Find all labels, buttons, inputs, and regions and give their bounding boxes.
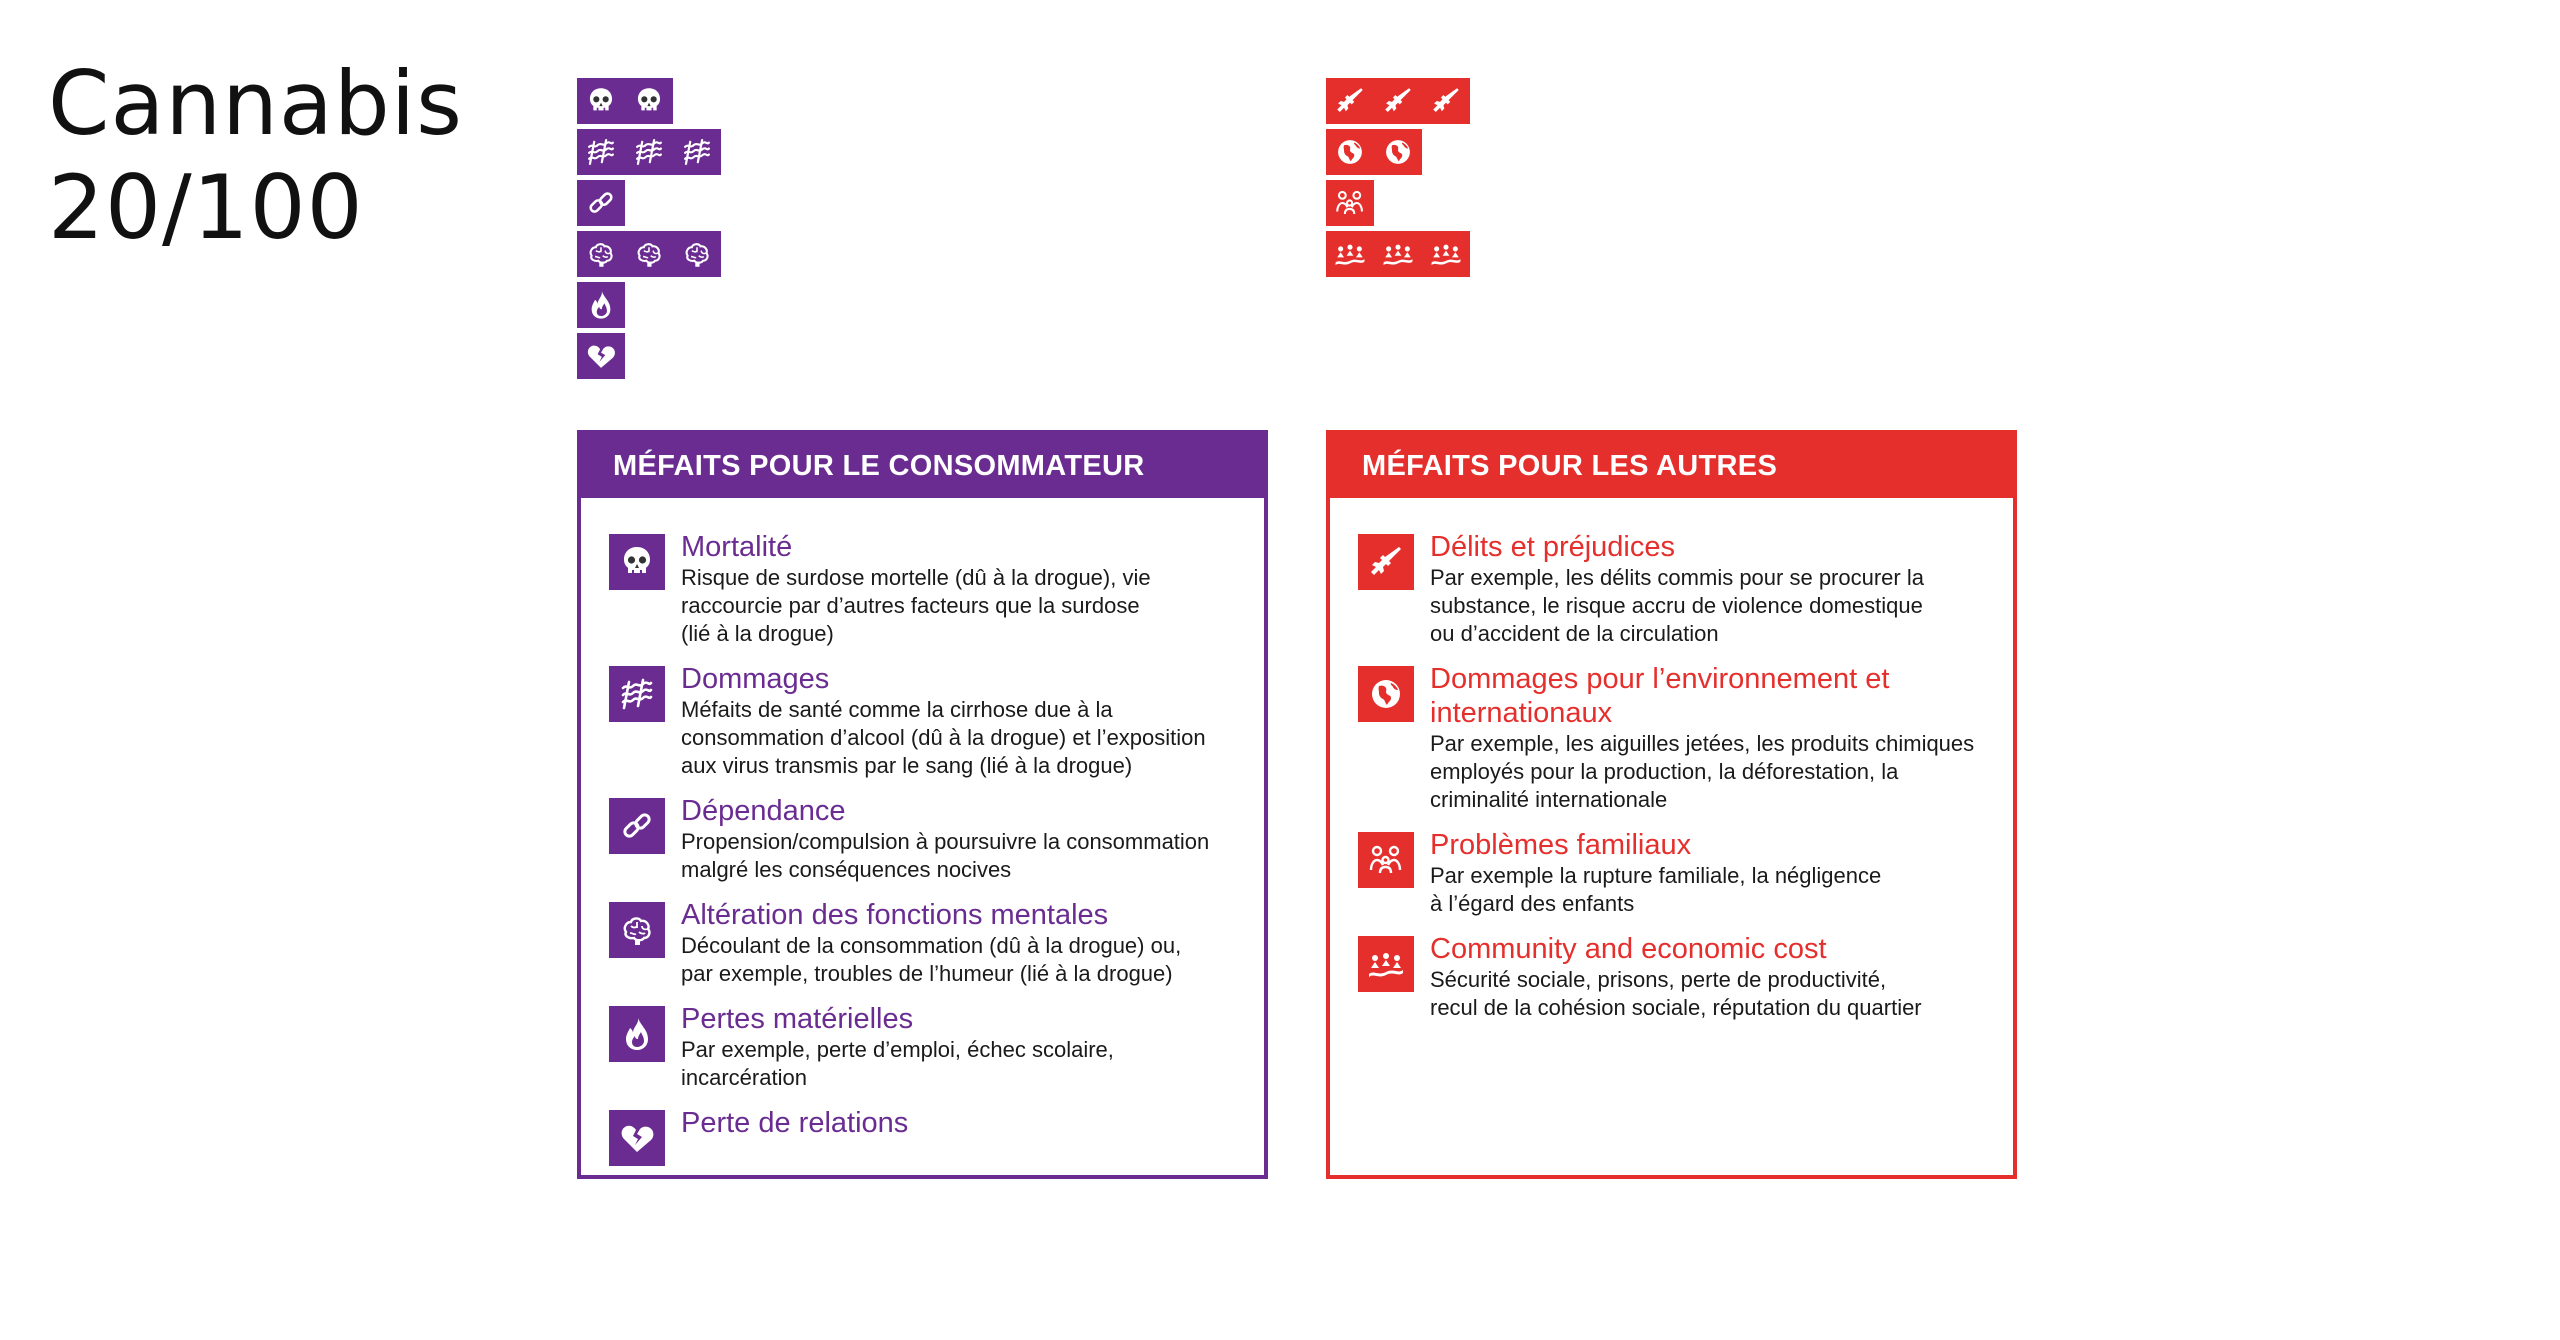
harm-item-description-line: Découlant de la consommation (dû à la drogue) ou, — [681, 933, 1182, 958]
others-harm-icon-rows — [1326, 78, 1470, 282]
damage-waves-icon — [673, 129, 721, 175]
harm-item — [609, 794, 1264, 884]
harm-item-description-line: Par exemple, perte d’emploi, échec scolaire, — [681, 1037, 1114, 1062]
rifle-icon-glyph — [1429, 84, 1463, 118]
user-harm-icon-rows — [577, 78, 721, 384]
harm-item — [609, 1002, 1264, 1092]
user-harm-icon-row — [577, 333, 721, 379]
damage-waves-icon — [625, 129, 673, 175]
harm-item-description-line: aux virus transmis par le sang (lié à la drogue) — [681, 753, 1133, 778]
community-icon — [1326, 231, 1374, 277]
fire-icon — [577, 282, 625, 328]
user-harm-icon-row — [577, 129, 721, 175]
broken-heart-icon — [577, 333, 625, 379]
community-icon-glyph — [1333, 237, 1367, 271]
chain-link-icon-glyph — [584, 186, 618, 220]
harm-item-description-line: Sécurité sociale, prisons, perte de productivité, — [1430, 967, 1887, 992]
chain-link-icon — [609, 798, 665, 854]
harm-item-description-line: recul de la cohésion sociale, réputation du quartier — [1430, 995, 1922, 1020]
damage-waves-icon-glyph — [680, 135, 714, 169]
skull-icon — [577, 78, 625, 124]
user-harm-panel — [577, 430, 1268, 1179]
harm-item — [609, 662, 1264, 780]
others-harm-panel-header: MÉFAITS POUR LES AUTRES — [1330, 434, 2013, 498]
brain-icon-glyph — [632, 237, 666, 271]
harm-item-description-line: Propension/compulsion à poursuivre la consommation — [681, 829, 1210, 854]
community-icon-glyph — [1429, 237, 1463, 271]
harm-item-description-line: Par exemple la rupture familiale, la négligence — [1430, 863, 1882, 888]
harm-item-text — [681, 794, 1264, 884]
harm-item-title: Dommages — [681, 663, 830, 695]
family-icon-glyph — [1366, 840, 1406, 880]
others-harm-icon-row — [1326, 231, 1470, 277]
others-harm-items — [1330, 498, 2013, 1022]
rifle-icon — [1358, 534, 1414, 590]
user-harm-icon-row — [577, 180, 721, 226]
brain-icon-glyph — [584, 237, 618, 271]
harm-item-title: Perte de relations — [681, 1107, 909, 1139]
brain-icon-glyph — [617, 910, 657, 950]
harm-item-text — [681, 1002, 1264, 1092]
harm-item-text — [1430, 932, 2013, 1022]
harm-item-description-line: consommation d’alcool (dû à la drogue) et l’exposition — [681, 725, 1206, 750]
harm-item-text — [1430, 530, 2013, 648]
chain-link-icon-glyph — [617, 806, 657, 846]
harm-item-title: Pertes matérielles — [681, 1003, 914, 1035]
rifle-icon-glyph — [1333, 84, 1367, 118]
harm-item-description-line: à l’égard des enfants — [1430, 891, 1635, 916]
skull-icon-glyph — [584, 84, 618, 118]
user-harm-panel-header: MÉFAITS POUR LE CONSOMMATEUR — [581, 434, 1264, 498]
rifle-icon-glyph — [1381, 84, 1415, 118]
community-icon-glyph — [1381, 237, 1415, 271]
harm-item — [1358, 932, 2013, 1022]
damage-waves-icon — [577, 129, 625, 175]
globe-icon — [1374, 129, 1422, 175]
others-harm-icon-row — [1326, 129, 1470, 175]
harm-score: 20/100 — [48, 156, 364, 259]
damage-waves-icon-glyph — [632, 135, 666, 169]
rifle-icon-glyph — [1366, 542, 1406, 582]
user-harm-icon-row — [577, 231, 721, 277]
brain-icon-glyph — [680, 237, 714, 271]
harm-item — [609, 1106, 1264, 1166]
harm-item-description-line: Par exemple, les délits commis pour se procurer la — [1430, 565, 1924, 590]
others-harm-panel — [1326, 430, 2017, 1179]
broken-heart-icon-glyph — [584, 339, 618, 373]
fire-icon-glyph — [584, 288, 618, 322]
community-icon — [1422, 231, 1470, 277]
harm-item-description-line: par exemple, troubles de l’humeur (lié à la drogue) — [681, 961, 1173, 986]
user-harm-icon-row — [577, 78, 721, 124]
harm-item-text — [1430, 662, 2013, 814]
harm-item-text — [681, 530, 1264, 648]
harm-item — [609, 530, 1264, 648]
fire-icon-glyph — [617, 1014, 657, 1054]
harm-item-title: Mortalité — [681, 531, 793, 563]
harm-item-description-line: incarcération — [681, 1065, 807, 1090]
user-harm-items — [581, 498, 1264, 1166]
harm-item-text — [681, 1106, 1264, 1140]
family-icon — [1326, 180, 1374, 226]
harm-item-description-line: employés pour la production, la déforestation, la — [1430, 759, 1899, 784]
damage-waves-icon-glyph — [584, 135, 618, 169]
harm-item-title: Community and economic cost — [1430, 933, 1827, 965]
brain-icon — [577, 231, 625, 277]
damage-waves-icon — [609, 666, 665, 722]
community-icon — [1374, 231, 1422, 277]
brain-icon — [673, 231, 721, 277]
community-icon-glyph — [1366, 944, 1406, 984]
chain-link-icon — [577, 180, 625, 226]
harm-item-description-line: Méfaits de santé comme la cirrhose due à la — [681, 697, 1113, 722]
harm-item-title: Dépendance — [681, 795, 846, 827]
rifle-icon — [1374, 78, 1422, 124]
skull-icon — [625, 78, 673, 124]
harm-item — [1358, 828, 2013, 918]
harm-item-description-line: Par exemple, les aiguilles jetées, les produits chimiques — [1430, 731, 1975, 756]
skull-icon-glyph — [617, 542, 657, 582]
drug-name: Cannabis — [48, 52, 463, 155]
harm-item-description-line: ou d’accident de la circulation — [1430, 621, 1719, 646]
harm-item — [609, 898, 1264, 988]
family-icon — [1358, 832, 1414, 888]
brain-icon — [609, 902, 665, 958]
globe-icon — [1358, 666, 1414, 722]
family-icon-glyph — [1333, 186, 1367, 220]
damage-waves-icon-glyph — [617, 674, 657, 714]
globe-icon-glyph — [1366, 674, 1406, 714]
globe-icon — [1326, 129, 1374, 175]
harm-item-description-line: raccourcie par d’autres facteurs que la surdose — [681, 593, 1140, 618]
globe-icon-glyph — [1333, 135, 1367, 169]
skull-icon-glyph — [632, 84, 666, 118]
harm-item-title: Problèmes familiaux — [1430, 829, 1692, 861]
harm-item-text — [1430, 828, 2013, 918]
broken-heart-icon-glyph — [617, 1118, 657, 1158]
others-harm-icon-row — [1326, 180, 1470, 226]
brain-icon — [625, 231, 673, 277]
harm-item-description-line: substance, le risque accru de violence domestique — [1430, 593, 1923, 618]
harm-item-description-line: criminalité internationale — [1430, 787, 1668, 812]
page-title — [48, 52, 463, 260]
community-icon — [1358, 936, 1414, 992]
harm-item-description-line: malgré les conséquences nocives — [681, 857, 1012, 882]
harm-item-text — [681, 662, 1264, 780]
harm-item-title: Dommages pour l’environnement et internationaux — [1430, 663, 1890, 729]
broken-heart-icon — [609, 1110, 665, 1166]
rifle-icon — [1326, 78, 1374, 124]
harm-item-text — [681, 898, 1264, 988]
skull-icon — [609, 534, 665, 590]
harm-item-description-line: Risque de surdose mortelle (dû à la drogue), vie — [681, 565, 1151, 590]
harm-item — [1358, 530, 2013, 648]
harm-item-description-line: (lié à la drogue) — [681, 621, 834, 646]
user-harm-icon-row — [577, 282, 721, 328]
globe-icon-glyph — [1381, 135, 1415, 169]
harm-item-title: Altération des fonctions mentales — [681, 899, 1109, 931]
harm-item — [1358, 662, 2013, 814]
others-harm-icon-row — [1326, 78, 1470, 124]
fire-icon — [609, 1006, 665, 1062]
rifle-icon — [1422, 78, 1470, 124]
harm-item-title: Délits et préjudices — [1430, 531, 1675, 563]
